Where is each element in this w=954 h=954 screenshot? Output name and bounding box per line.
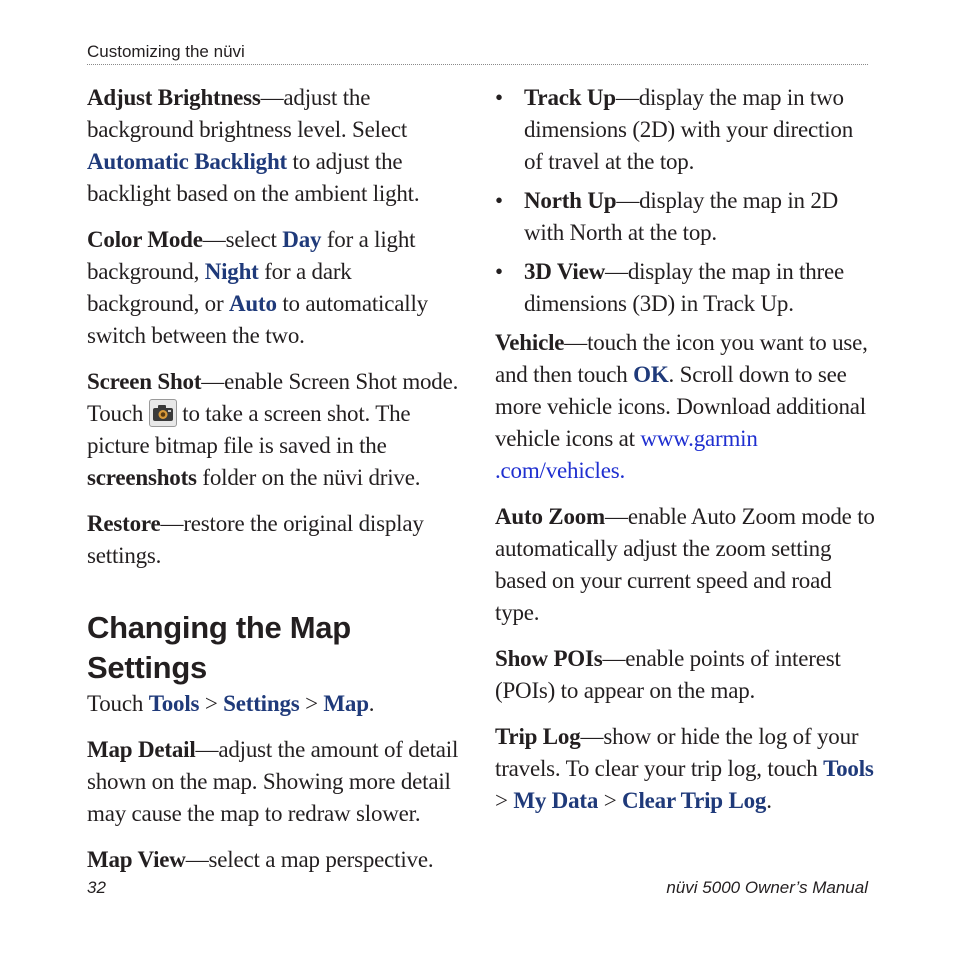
bullet: • xyxy=(495,188,503,213)
term-screen-shot: Screen Shot xyxy=(87,369,202,394)
text: —restore the original display settings. xyxy=(87,511,424,568)
header-divider xyxy=(87,64,868,65)
term-map-view: Map View xyxy=(87,847,186,872)
ui-auto: Auto xyxy=(229,291,277,316)
text: —adjust the background brightness level. Select xyxy=(87,85,408,142)
text: —select xyxy=(202,227,283,252)
text: —enable points of interest (POIs) to appear on the map. xyxy=(495,646,841,703)
left-column xyxy=(87,82,465,890)
text: . xyxy=(368,691,375,716)
bullet: • xyxy=(495,85,503,110)
bullet: • xyxy=(495,259,503,284)
text: —select a map perspective. xyxy=(185,847,434,872)
touch-path-paragraph xyxy=(87,688,465,720)
ui-my-data: My Data xyxy=(513,788,599,813)
text: to adjust the backlight based on the ambient light. xyxy=(87,149,420,206)
list-item-north-up xyxy=(495,185,875,249)
list-item-3d-view xyxy=(495,256,875,320)
text: for a light background, xyxy=(87,227,416,284)
ui-day: Day xyxy=(282,227,322,252)
text: . xyxy=(766,788,772,813)
auto-zoom-paragraph xyxy=(495,501,875,629)
section-heading-line2: Settings xyxy=(87,650,207,685)
text: folder on the nüvi drive. xyxy=(196,465,421,490)
right-column xyxy=(495,82,875,831)
vehicle-paragraph xyxy=(495,327,875,487)
list-item-track-up xyxy=(495,82,875,178)
ui-settings: Settings xyxy=(223,691,300,716)
text: to automatically switch between the two. xyxy=(87,291,428,348)
ui-map: Map xyxy=(323,691,369,716)
ui-automatic-backlight: Automatic Backlight xyxy=(87,149,287,174)
ui-tools: Tools xyxy=(148,691,200,716)
term-trip-log: Trip Log xyxy=(495,724,581,749)
separator: > xyxy=(299,691,324,716)
term-3d-view: 3D View xyxy=(524,259,606,284)
trip-log-paragraph xyxy=(495,721,875,817)
screen-shot-paragraph xyxy=(87,366,465,494)
section-heading-line1: Changing the Map xyxy=(87,610,351,645)
camera-icon xyxy=(149,399,177,427)
text: for a dark background, or xyxy=(87,259,352,316)
vehicles-link-part1[interactable]: www.garmin xyxy=(640,426,758,451)
text: —display the map in three dimensions (3D) in Track Up. xyxy=(524,259,845,316)
vehicles-link-part2[interactable]: .com/vehicles xyxy=(495,458,620,483)
separator: > xyxy=(199,691,224,716)
map-view-paragraph xyxy=(87,844,465,876)
ui-tools: Tools xyxy=(823,756,874,781)
map-view-options-list xyxy=(495,82,875,320)
manual-title: nüvi 5000 Owner’s Manual xyxy=(666,878,868,897)
term-adjust-brightness: Adjust Brightness xyxy=(87,85,261,110)
term-show-pois: Show POIs xyxy=(495,646,603,671)
separator: > xyxy=(598,788,623,813)
text: . xyxy=(619,458,626,483)
term-north-up: North Up xyxy=(524,188,617,213)
adjust-brightness-paragraph xyxy=(87,82,465,210)
map-detail-paragraph xyxy=(87,734,465,830)
term-vehicle: Vehicle xyxy=(495,330,565,355)
text: —touch the icon you want to use, and then touch xyxy=(495,330,868,387)
ui-ok: OK xyxy=(633,362,669,387)
text: Touch xyxy=(87,691,149,716)
term-screenshots-folder: screenshots xyxy=(87,465,197,490)
term-map-detail: Map Detail xyxy=(87,737,196,762)
section-heading xyxy=(87,608,465,688)
ui-night: Night xyxy=(204,259,259,284)
show-pois-paragraph xyxy=(495,643,875,707)
text: —enable Auto Zoom mode to automatically adjust the zoom setting based on your current speed and road type. xyxy=(495,504,875,625)
term-auto-zoom: Auto Zoom xyxy=(495,504,606,529)
text: . Scroll down to see more vehicle icons. Download additional vehicle icons at xyxy=(495,362,866,451)
running-header: Customizing the nüvi xyxy=(87,42,245,61)
term-color-mode: Color Mode xyxy=(87,227,203,252)
text: —display the map in two dimensions (2D) with your direction of travel at the top. xyxy=(524,85,854,174)
separator: > xyxy=(495,788,514,813)
color-mode-paragraph xyxy=(87,224,465,352)
text: to take a screen shot. The picture bitmap file is saved in the xyxy=(87,401,411,458)
restore-paragraph xyxy=(87,508,465,572)
text: —enable Screen Shot mode. Touch xyxy=(87,369,459,426)
term-restore: Restore xyxy=(87,511,161,536)
text: —show or hide the log of your travels. To clear your trip log, touch xyxy=(495,724,859,781)
page-number: 32 xyxy=(87,878,106,897)
term-track-up: Track Up xyxy=(524,85,616,110)
text: —display the map in 2D with North at the top. xyxy=(524,188,839,245)
ui-clear-trip-log: Clear Trip Log xyxy=(622,788,767,813)
text: —adjust the amount of detail shown on the map. Showing more detail may cause the map to redraw slower. xyxy=(87,737,459,826)
